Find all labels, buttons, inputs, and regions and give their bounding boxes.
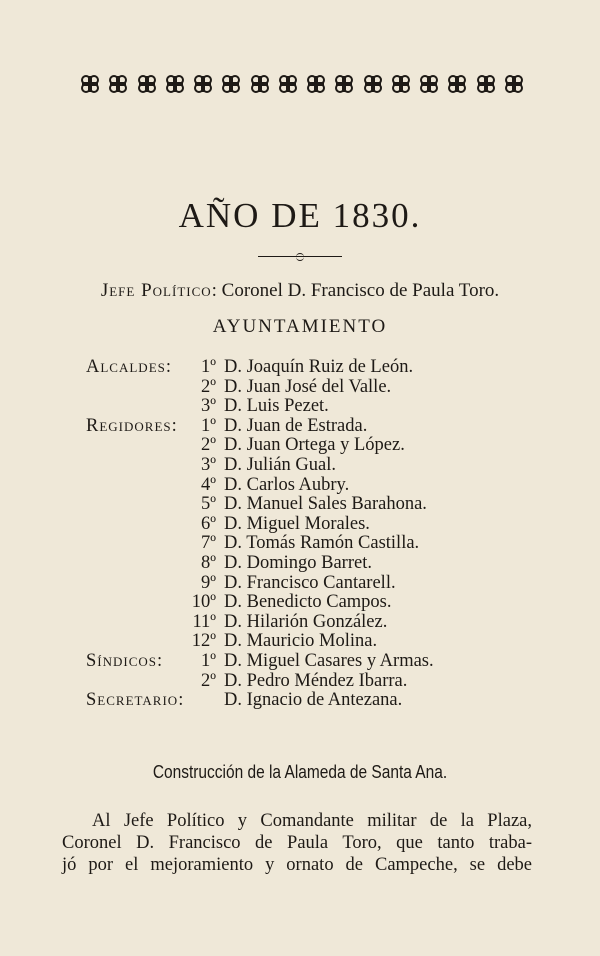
member-name: D. Mauricio Molina.: [224, 631, 378, 652]
member-name: D. Carlos Aubry.: [224, 474, 350, 495]
member-number: 6º: [201, 513, 216, 534]
member-number: 9º: [201, 572, 216, 593]
member-name: D. Joaquín Ruiz de León.: [224, 357, 414, 377]
ornament-icon: [365, 76, 381, 92]
ornament-icon: [506, 76, 522, 92]
ornament-icon: [308, 76, 324, 92]
ornament-icon: [223, 76, 239, 92]
member-name: D. Miguel Morales.: [224, 513, 370, 534]
member-name: D. Luis Pezet.: [224, 396, 329, 417]
ornament-icon: [167, 76, 183, 92]
member-number: 3º: [201, 396, 216, 417]
ornament-icon: [110, 76, 126, 92]
member-name: D. Juan Ortega y López.: [224, 435, 405, 456]
page-title: AÑO DE 1830.: [178, 196, 422, 235]
member-name: D. Hilarión González.: [224, 611, 388, 632]
member-number: 12º: [191, 631, 216, 652]
member-number: 1º: [201, 651, 216, 671]
member-name: D. Manuel Sales Barahona.: [224, 494, 427, 515]
member-name: D. Tomás Ramón Castilla.: [224, 533, 420, 554]
ornament-icon: [195, 76, 211, 92]
member-name: D. Benedicto Campos.: [224, 592, 392, 613]
member-row: [0, 689, 600, 711]
member-role: Síndicos:: [86, 651, 164, 671]
ornament-icon: [252, 76, 268, 92]
jefe-label: Jefe Político: [100, 280, 212, 301]
member-role: Alcaldes:: [86, 357, 172, 377]
ornament-icon: [139, 76, 155, 92]
body-paragraph: [62, 810, 532, 876]
ornament-icon: [421, 76, 437, 92]
ornament-border: [82, 76, 522, 92]
member-number: 1º: [201, 357, 216, 377]
member-name: D. Juan de Estrada.: [224, 415, 368, 436]
ornament-icon: [478, 76, 494, 92]
ornament-icon: [393, 76, 409, 92]
member-number: 7º: [201, 533, 216, 554]
ornament-icon: [336, 76, 352, 92]
paragraph-line: jó por el mejoramiento y ornato de Campeche, se debe: [62, 855, 532, 875]
member-name: D. Ignacio de Antezana.: [224, 690, 403, 711]
member-number: 1º: [201, 415, 216, 436]
member-number: 2º: [201, 376, 216, 397]
member-name: D. Pedro Méndez Ibarra.: [224, 670, 408, 691]
ayuntamiento-heading: AYUNTAMIENTO: [212, 316, 388, 337]
section-title: Construcción de la Alameda de Santa Ana.: [152, 762, 448, 782]
member-name: D. Juan José del Valle.: [224, 376, 392, 397]
title-divider: [258, 256, 342, 257]
member-name: D. Francisco Cantarell.: [224, 572, 396, 593]
ornament-icon: [280, 76, 296, 92]
member-name: D. Domingo Barret.: [224, 553, 372, 573]
member-number: 11º: [192, 611, 216, 632]
member-role: Secretario:: [86, 690, 185, 711]
paragraph-line: Al Jefe Político y Comandante militar de la Plaza,: [92, 811, 532, 831]
jefe-politico-line: [0, 280, 600, 302]
member-number: 2º: [201, 435, 216, 456]
member-name: D. Julián Gual.: [224, 455, 337, 475]
ornament-icon: [449, 76, 465, 92]
paragraph-line: Coronel D. Francisco de Paula Toro, que tanto traba-: [62, 833, 532, 853]
member-number: 10º: [191, 592, 216, 613]
member-role: Regidores:: [86, 415, 178, 436]
ornament-icon: [82, 76, 98, 92]
member-number: 5º: [201, 494, 216, 515]
member-number: 2º: [201, 670, 216, 691]
member-number: 8º: [201, 553, 216, 573]
member-number: 4º: [201, 474, 216, 495]
member-number: 3º: [201, 455, 216, 475]
member-name: D. Miguel Casares y Armas.: [224, 651, 434, 671]
jefe-value: : Coronel D. Francisco de Paula Toro.: [211, 280, 500, 301]
